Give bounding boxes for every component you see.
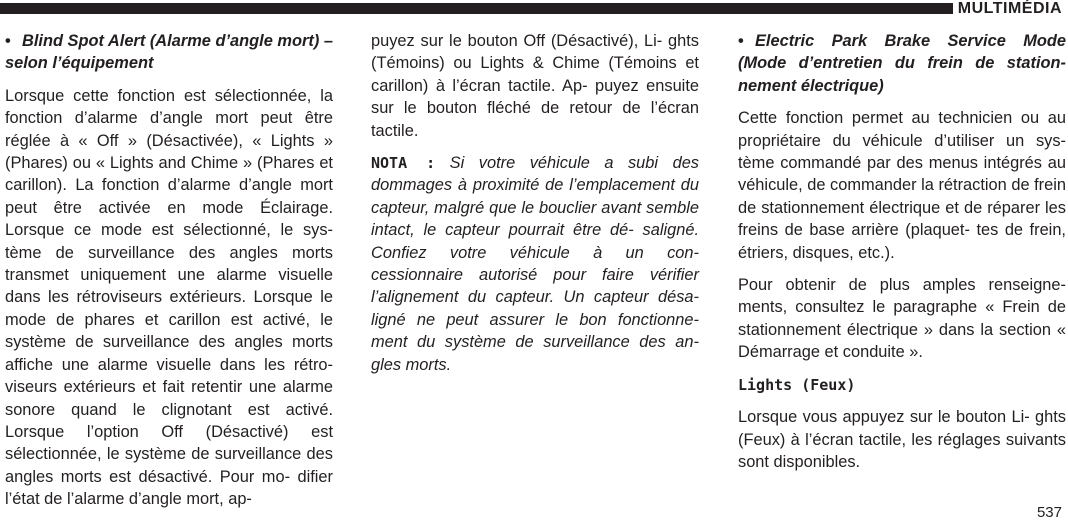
park-brake-reference-paragraph: Pour obtenir de plus amples renseigne- ments, consultez le paragraphe « Frein de stationnement électrique » dans la section « Démarrage et conduite ». [738,276,1066,362]
note-paragraph [371,152,699,376]
lights-paragraph: Lorsque vous appuyez sur le bouton Li- ghts (Feux) à l’écran tactile, les réglages suivants sont disponibles. [738,408,1066,471]
lights-subheading: Lights (Feux) [738,375,856,394]
park-brake-heading [738,30,1066,97]
bullet-icon: • [738,32,744,50]
section-title: MULTIMÉDIA [957,0,1062,17]
header-rule [0,3,953,14]
blind-spot-paragraph: Lorsque cette fonction est sélectionnée, la fonction d’alarme d’angle mort peut être réglée à « Off » (Désactivée), « Lights » (Phares) ou « Lights and Chime » (Phares et carillon). La fonction d’alarme d’angle mort peut être activée en mode Éclairage. Lorsque ce mode est sélectionné, le sys- tème de surveillance des angles morts transmet uniquement une alarme visuelle dans les rétroviseurs extérieurs. Lorsque le mode de phares et carillon est activé, le système de surveillance des angles morts affiche une alarme visuelle dans les rétro- viseurs extérieurs et fait retentir une alarme sonore quand le clignotant est activé. Lorsque l’option Off (Désactivé) est sélectionnée, le système de surveillance des angles morts est désactivé. Pour mo- difier l’état de l’alarme d’angle mort, ap- [5,86,333,509]
park-brake-paragraph: Cette fonction permet au technicien ou au propriétaire du véhicule d’utiliser un sys- tème commandé par des menus intégrés au véhicule, de commander la rétraction de frein de stationnement électrique et de réparer les freins de base arrière (plaquet- tes de frein, étriers, disques, etc.). [738,109,1066,262]
page-number: 537 [1036,504,1062,521]
blind-spot-heading-text: Blind Spot Alert (Alarme d’angle mort) – selon l’équipement [5,32,333,73]
column-right [738,30,1066,473]
bullet-icon: • [5,32,11,50]
note-text: Si votre véhicule a subi des dommages à proximité de l’emplacement du capteur, malgré que le bouclier avant semble intact, le capteur pourrait être dé- saligné. Confiez votre véhicule à un con- cessionnaire autorisé pour faire vérifier l’alignement du capteur. Un capteur désa- ligné ne peut assurer le bon fonctionne- ment du système de surveillance des an- gles morts. [371,154,699,374]
column-left [5,30,333,511]
blind-spot-heading [5,30,333,75]
park-brake-heading-text: Electric Park Brake Service Mode (Mode d’entretien du frein de station- nement électrique) [738,32,1066,95]
column-middle [371,30,699,376]
note-label: NOTA : [371,154,436,173]
blind-spot-paragraph-continued: puyez sur le bouton Off (Désactivé), Li- ghts (Témoins) ou Lights & Chime (Témoins et carillon) à l’écran tactile. Ap- puyez ensuite sur le bouton fléché de retour de l’écran tactile. [371,32,699,140]
